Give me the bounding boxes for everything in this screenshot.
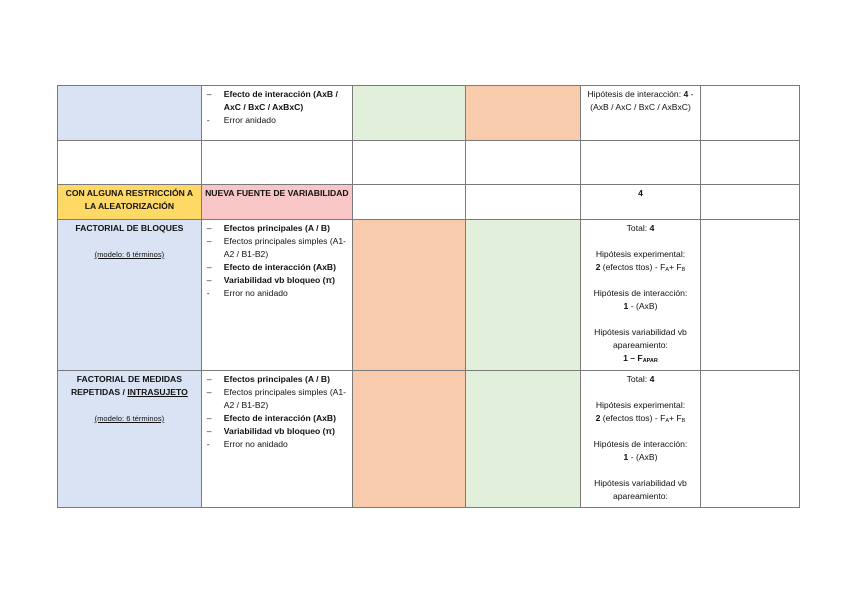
list-item: – Efectos principales (A / B) — [206, 223, 330, 233]
model-note: (modelo: 6 términos) — [94, 414, 165, 423]
total-line: Total: 4 — [626, 223, 655, 233]
orange-cell — [352, 371, 465, 508]
design-table — [57, 85, 800, 508]
list-marker: – — [206, 426, 212, 436]
list-item: – Efectos principales simples (A1-A2 / B1-B2) — [206, 236, 347, 259]
orange-cell — [352, 220, 465, 371]
restriction-heading: CON ALGUNA RESTRICCIÓN A LA ALEATORIZACIÓN — [58, 185, 202, 220]
experimental-hypothesis-line: 2 (efectos ttos) - $F_A+ F_B$ — [595, 413, 686, 424]
effects-list — [205, 88, 349, 127]
list-item: – Variabilidad vb bloqueo (π) — [206, 275, 335, 285]
total-value: 4 — [649, 374, 655, 384]
experimental-hypothesis-line: 2 (efectos ttos) - $F_A+ F_B$ — [595, 262, 686, 273]
list-marker: – — [206, 223, 212, 233]
empty-cell — [701, 141, 800, 185]
list-marker: – — [206, 262, 212, 272]
interaction-hypothesis-label: Hipótesis de interacción: — [593, 439, 688, 449]
list-marker: – — [206, 236, 212, 246]
list-marker: – — [206, 413, 212, 423]
model-note: (modelo: 6 términos) — [94, 250, 165, 259]
table-row — [58, 141, 800, 185]
list-marker: – — [206, 275, 212, 285]
list-item: – Variabilidad vb bloqueo (π) — [206, 426, 335, 436]
interaction-hypothesis-label: Hipótesis de interacción: — [593, 288, 688, 298]
hypothesis-cell — [580, 220, 701, 371]
list-item: - Error no anidado — [206, 288, 288, 298]
design-cell — [58, 220, 202, 371]
interaction-hypothesis-line: 1 - (AxB) — [623, 301, 658, 311]
hypothesis-count: 4 — [580, 185, 701, 220]
intrasujeto-link: INTRASUJETO — [127, 387, 188, 397]
empty-cell — [201, 141, 352, 185]
list-item: - Error anidado — [206, 115, 276, 125]
total-line: Total: 4 — [626, 374, 655, 384]
total-value: 4 — [649, 223, 655, 233]
list-item: – Efecto de interacción (AxB) — [206, 413, 336, 423]
interaction-hypothesis-line: 1 - (AxB) — [623, 452, 658, 462]
empty-cell — [466, 141, 580, 185]
list-item: – Efectos principales simples (A1-A2 / B1-B2) — [206, 387, 347, 410]
effects-list — [205, 222, 349, 300]
experimental-hypothesis-label: Hipótesis experimental: — [595, 249, 686, 259]
green-cell — [466, 371, 580, 508]
experimental-hypothesis-label: Hipótesis experimental: — [595, 400, 686, 410]
table-row — [58, 86, 800, 141]
list-marker: – — [206, 387, 212, 397]
interaction-hypothesis-label: Hipótesis de interacción: — [587, 89, 682, 99]
variability-heading: NUEVA FUENTE DE VARIABILIDAD — [201, 185, 352, 220]
empty-cell — [58, 141, 202, 185]
variability-hypothesis-line: $1 - F_{APAR}$ — [623, 353, 658, 364]
green-cell — [352, 86, 465, 141]
list-marker: - — [206, 439, 210, 449]
empty-cell — [580, 141, 701, 185]
empty-cell — [701, 371, 800, 508]
table-row — [58, 220, 800, 371]
list-marker: - — [206, 115, 210, 125]
effects-cell — [201, 220, 352, 371]
list-item: – Efecto de interacción (AxB / AxC / BxC / AxBxC) — [206, 89, 338, 112]
design-cell — [58, 86, 202, 141]
variability-hypothesis-label: Hipótesis variabilidad vb apareamiento: — [594, 327, 687, 350]
empty-cell — [466, 185, 580, 220]
variability-hypothesis-label: Hipótesis variabilidad vb apareamiento: — [594, 478, 687, 501]
interaction-hypothesis-terms: - (AxB / AxC / BxC / AxBxC) — [590, 89, 694, 112]
green-cell — [466, 220, 580, 371]
list-marker: – — [206, 374, 212, 384]
design-title: FACTORIAL DE MEDIDAS REPETIDAS / INTRASUJETO — [70, 374, 188, 397]
hypothesis-cell — [580, 371, 701, 508]
empty-cell — [701, 220, 800, 371]
orange-cell — [466, 86, 580, 141]
design-title: FACTORIAL DE BLOQUES — [75, 223, 184, 233]
hypothesis-cell — [580, 86, 701, 141]
table-row — [58, 185, 800, 220]
interaction-hypothesis-value: 4 — [683, 89, 689, 99]
list-marker: - — [206, 288, 210, 298]
effects-cell — [201, 86, 352, 141]
effects-list — [205, 373, 349, 451]
table-row — [58, 371, 800, 508]
design-cell — [58, 371, 202, 508]
list-item: - Error no anidado — [206, 439, 288, 449]
list-item: – Efectos principales (A / B) — [206, 374, 330, 384]
effects-cell — [201, 371, 352, 508]
empty-cell — [701, 185, 800, 220]
empty-cell — [701, 86, 800, 141]
empty-cell — [352, 141, 465, 185]
empty-cell — [352, 185, 465, 220]
list-item: – Efecto de interacción (AxB) — [206, 262, 336, 272]
list-marker: – — [206, 89, 212, 99]
